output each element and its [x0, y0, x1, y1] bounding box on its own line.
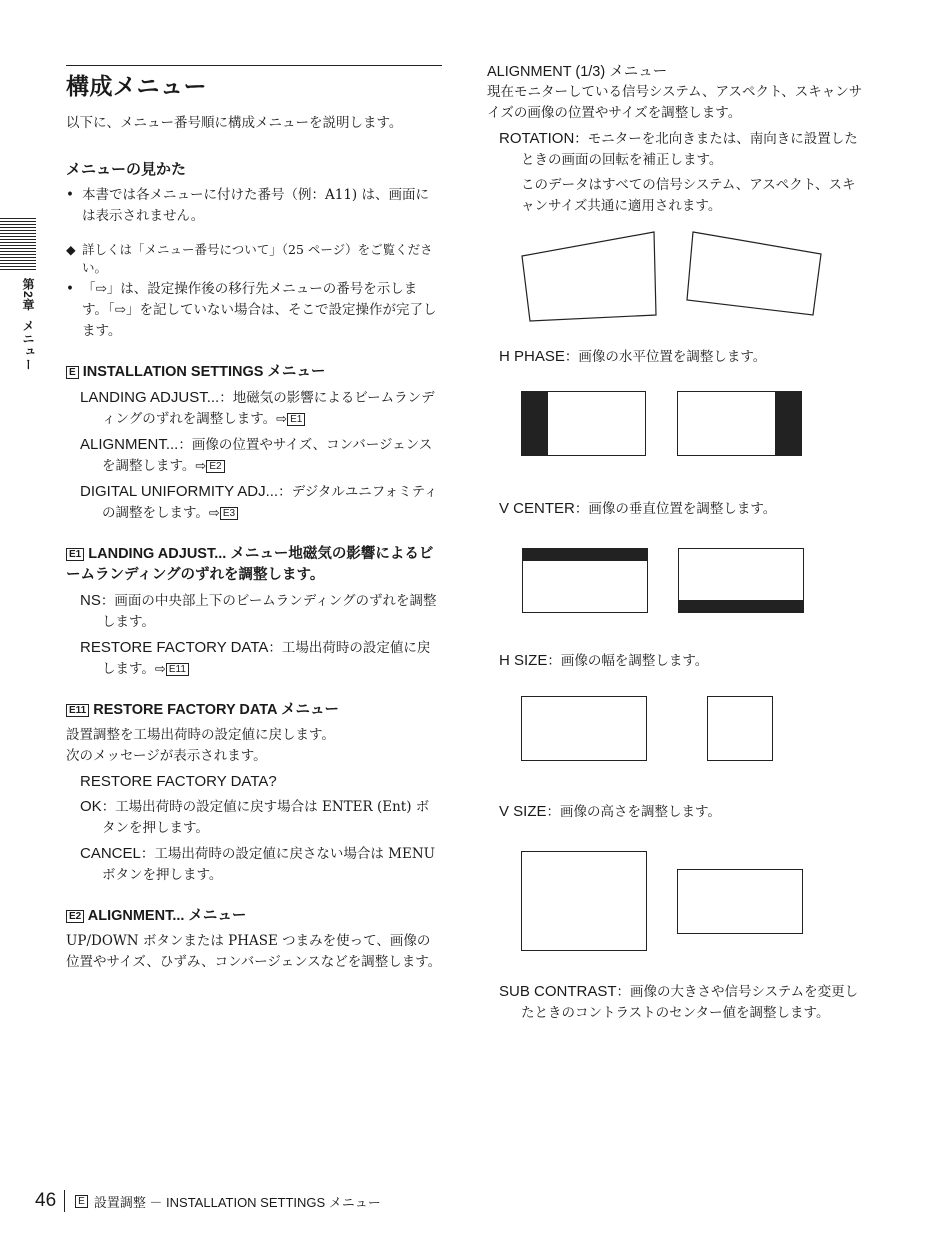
vcenter-bar-top: [523, 549, 647, 561]
hphase-bar-left: [522, 392, 548, 455]
hphase-item: [499, 346, 766, 368]
hsize-frame-narrow: [707, 696, 773, 761]
menu-item: [66, 637, 442, 680]
hphase-bar-right: [775, 392, 801, 455]
vcenter-desc: ：画像の垂直位置を調整します。: [574, 501, 777, 517]
bullet-item: • 「⇨」は、設定操作後の移行先メニューの番号を示します。「⇨」を記していない場合は、そこで設定操作が完了します。: [66, 279, 442, 342]
vcenter-term: V CENTER: [499, 500, 575, 517]
paragraph: 次のメッセージが表示されます。: [66, 748, 267, 764]
menu-tag: E1: [287, 413, 305, 426]
menu-item: [66, 843, 442, 886]
howto-heading: メニューの見かた: [66, 161, 187, 178]
arrow-icon: ⇨: [276, 412, 288, 427]
menu-item-term: RESTORE FACTORY DATA: [80, 639, 269, 656]
hphase-frame-right: [677, 391, 802, 456]
subcontrast-desc-text: ：画像の大きさや信号システムを変更したときのコントラストのセンター値を調整します。: [521, 984, 859, 1021]
menu-tag: E2: [66, 910, 84, 923]
alignment-intro: [487, 62, 867, 124]
vsize-frame-short: [677, 869, 803, 934]
menu-item-term: LANDING ADJUST...: [80, 389, 220, 406]
rotation-desc: [499, 128, 867, 171]
left-column: [66, 64, 442, 973]
menu-tag: E: [75, 1195, 88, 1208]
arrow-icon: ⇨: [208, 506, 220, 521]
menu-item-desc: ：工場出荷時の設定値に戻さない場合は MENU ボタンを押します。: [102, 846, 436, 883]
chapter-number: 第2章: [21, 278, 35, 312]
hsize-term: H SIZE: [499, 652, 548, 669]
rotation-desc-text: ：モニターを北向きまたは、南向きに設置したときの画面の回転を補正します。: [521, 131, 858, 168]
vcenter-frame-top: [522, 548, 648, 613]
menu-item: [66, 590, 442, 633]
menu-item: [66, 434, 442, 477]
vcenter-item: [499, 498, 776, 520]
menu-item: [66, 481, 442, 524]
page-number: 46: [35, 1190, 57, 1211]
hsize-frame-wide: [521, 696, 647, 761]
menu-tag: E1: [66, 548, 84, 561]
vcenter-frame-bottom: [678, 548, 804, 613]
paragraph: 設置調整を工場出荷時の設定値に戻します。: [66, 727, 335, 743]
menu-tag: E2: [206, 460, 224, 473]
menu-item-desc: ：画面の中央部上下のビームランディングのずれを調整します。: [100, 593, 437, 630]
subcontrast-item: [499, 981, 867, 1028]
menu-tag: E11: [166, 663, 189, 676]
subcontrast-term: SUB CONTRAST: [499, 983, 617, 1000]
chapter-tab-lines: [0, 218, 36, 270]
hsize-desc: ：画像の幅を調整します。: [547, 653, 709, 669]
section-e1-title: LANDING ADJUST... メニュー地磁気の影響によるビームランディングのずれを調整します。: [66, 546, 434, 583]
rotated-frame-left: [522, 232, 656, 321]
rotation-diagram: [515, 228, 835, 323]
menu-item-term: NS: [80, 592, 101, 609]
arrow-icon: ⇨: [154, 662, 166, 677]
subcontrast-desc: [499, 981, 867, 1024]
rotation-term: ROTATION: [499, 130, 575, 147]
section-e11-heading: [66, 700, 442, 721]
message-text: RESTORE FACTORY DATA?: [80, 773, 277, 790]
vsize-term: V SIZE: [499, 803, 547, 820]
page-footer: [35, 1190, 381, 1212]
rotation-desc2: このデータはすべての信号システム、アスペクト、スキャンサイズ共通に適用されます。: [521, 177, 856, 214]
reference-note-text: 詳しくは「メニュー番号について」（25 ページ）をご覧ください。: [82, 242, 433, 275]
menu-item-term: OK: [80, 798, 102, 815]
bullet-item: • 本書では各メニューに付けた番号（例：A11) は、画面には表示されません。: [66, 185, 442, 227]
diamond-icon: ◆: [66, 242, 76, 257]
menu-item-desc: ：デジタルユニフォミティの調整をします。: [102, 484, 438, 521]
section-e2-heading: [66, 906, 442, 927]
page-title: 構成メニュー: [66, 73, 207, 99]
hsize-item: [499, 650, 708, 672]
vcenter-bar-bottom: [679, 600, 803, 612]
footer-text: 設置調整 － INSTALLATION SETTINGS メニュー: [93, 1194, 381, 1210]
menu-item-term: ALIGNMENT...: [80, 436, 179, 453]
menu-item-desc: ：画像の位置やサイズ、コンバージェンスを調整します。: [102, 437, 433, 474]
menu-tag: E11: [66, 704, 89, 717]
menu-item-desc: ：工場出荷時の設定値に戻す場合は ENTER (Ent) ボタンを押します。: [101, 799, 430, 836]
intro-text: 以下に、メニュー番号順に構成メニューを説明します。: [66, 115, 403, 131]
chapter-name: メニュー: [21, 319, 35, 372]
section-e2-title: ALIGNMENT... メニュー: [87, 908, 247, 924]
section-e-title: INSTALLATION SETTINGS メニュー: [82, 364, 326, 380]
menu-item-desc: ：工場出荷時の設定値に戻します。: [102, 640, 431, 677]
section-e-heading: [66, 362, 442, 383]
vsize-item: [499, 801, 721, 823]
vsize-frame-tall: [521, 851, 647, 951]
rotated-frame-right: [687, 232, 821, 315]
paragraph: UP/DOWN ボタンまたは PHASE つまみを使って、画像の位置やサイズ、ひずみ、コンバージェンスなどを調整します。: [66, 933, 442, 970]
menu-tag: E3: [220, 507, 238, 520]
alignment-intro-text: 現在モニターしている信号システム、アスペクト、スキャンサイズの画像の位置やサイズを調整します。: [487, 84, 863, 121]
section-e11-title: RESTORE FACTORY DATA メニュー: [93, 702, 339, 718]
hphase-frame-left: [521, 391, 646, 456]
menu-tag: E: [66, 366, 79, 379]
menu-item: [66, 387, 442, 430]
reference-note: [66, 241, 442, 277]
vsize-desc: ：画像の高さを調整します。: [546, 804, 721, 820]
alignment-heading: ALIGNMENT (1/3) メニュー: [487, 64, 668, 80]
footer-separator: [64, 1190, 65, 1212]
arrow-icon: ⇨: [195, 459, 207, 474]
section-e1-heading: [66, 544, 442, 586]
hphase-term: H PHASE: [499, 348, 565, 365]
menu-item: [66, 796, 442, 839]
chapter-tab-label: [20, 278, 37, 372]
menu-item-desc: ：地磁気の影響によるビームランディングのずれを調整します。: [102, 390, 435, 427]
menu-item-term: DIGITAL UNIFORMITY ADJ...: [80, 483, 279, 500]
menu-item-term: CANCEL: [80, 845, 141, 862]
rotation-item: [499, 128, 867, 217]
hphase-desc: ：画像の水平位置を調整します。: [564, 349, 767, 365]
